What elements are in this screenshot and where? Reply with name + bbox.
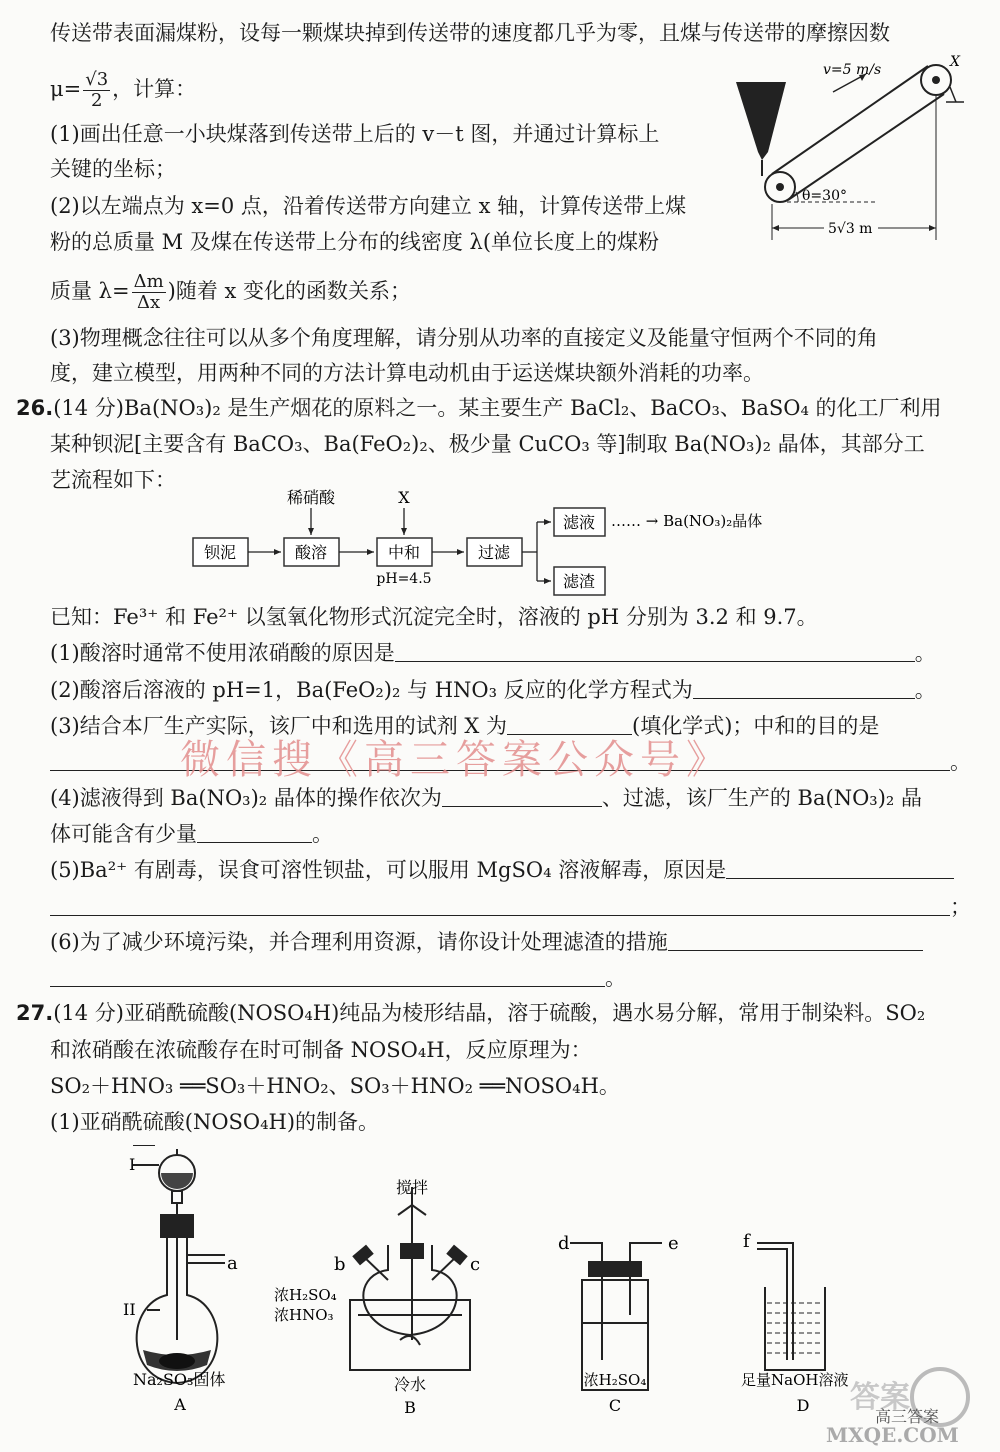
label-B: B [404,1398,416,1417]
q25-part1b: 关键的坐标； [50,157,176,181]
q25-line1: 传送带表面漏煤粉，设每一颗煤块掉到传送带的速度都几乎为零，且煤与传送带的摩擦因数 [50,21,890,45]
answer-blank-5a[interactable] [726,856,954,879]
answer-blank-6a[interactable] [668,928,923,951]
label-f: f [743,1231,750,1252]
label-b: b [334,1254,346,1275]
label-na2so3: Na₂SO₃固体 [133,1370,226,1389]
label-d: d [558,1233,570,1254]
answer-blank-1[interactable] [395,639,915,662]
process-flowchart [185,488,825,600]
apparatus-b [270,1175,510,1420]
flow-label-x: X [398,488,410,507]
q27-part1: (1)亚硝酰硫酸(NOSO₄H)的制备。 [50,1110,380,1134]
q25-mu-line: μ= $\frac{√3}{2}$ ，计算： [50,69,197,111]
label-stir: 搅拌 [395,1178,429,1197]
label-C: C [608,1396,622,1415]
q25-part2a: (2)以左端点为 x=0 点，沿着传送带方向建立 x 轴，计算传送带上煤 [50,194,687,218]
label-a: a [227,1253,238,1274]
flow-box-filtrate: 滤液 [562,513,596,532]
q26-sub4: (4)滤液得到 Ba(NO₃)₂ 晶体的操作依次为 、过滤，该厂生产的 Ba(NO₃)₂ 晶 [50,786,922,810]
apparatus-c [550,1225,700,1420]
q25-part3b: 度，建立模型，用两种不同的方法计算电动机由于运送煤块额外消耗的功率。 [50,361,764,385]
site-logo [820,1362,995,1447]
q25-part1a: (1)画出任意一小块煤落到传送带上后的 v－t 图，并通过计算标上 [50,122,660,146]
q26-line2: 某种钡泥[主要含有 BaCO₃、Ba(FeO₂)₂、极少量 CuCO₃ 等]制取 Ba(NO₃)₂ 晶体，其部分工 [50,432,925,456]
answer-blank-6b[interactable] [50,964,605,987]
flow-label-acid: 稀硝酸 [286,488,336,507]
apparatus-a [115,1145,255,1420]
label-c-h2so4: 浓H₂SO₄ [583,1371,647,1389]
label-c: c [470,1254,481,1275]
q25-part3a: (3)物理概念往往可以从多个角度理解，请分别从功率的直接定义及能量守恒两个不同的角 [50,326,878,350]
label-conc-hno3: 浓HNO₃ [274,1306,334,1324]
label-II: II [123,1300,136,1319]
q27-reaction: SO₂＋HNO₃ ══SO₃＋HNO₂、SO₃＋HNO₂ ══NOSO₄H。 [50,1074,620,1098]
mu-fraction: $\frac{√3}{2}$ [85,69,109,111]
conveyor-figure [728,52,973,247]
length-label: 5√3 m [828,221,873,237]
q26-sub2: (2)酸溶后溶液的 pH=1，Ba(FeO₂)₂ 与 HNO₃ 反应的化学方程式为 。 [50,678,936,702]
q26-sub3-continue: 。 [50,748,971,776]
label-naoh: 足量NaOH溶液 [741,1371,849,1389]
q25-part2c: 质量 λ= $\frac{\Delta m}{\Delta x}$ )随着 x 变化的函数关系； [50,271,412,313]
answer-blank-4a[interactable] [442,784,602,807]
flow-box-acid-dissolve: 酸溶 [294,543,328,562]
q26-sub4-continue: 体可能含有少量 。 [50,822,333,846]
q26-sub3: (3)结合本厂生产实际，该厂中和选用的试剂 X 为 (填化学式)；中和的目的是 [50,714,880,738]
label-I: I [129,1155,136,1174]
q26-line3: 艺流程如下： [50,468,176,492]
q26-known: 已知：Fe³⁺ 和 Fe²⁺ 以氢氧化物形式沉淀完全时，溶液的 pH 分别为 3.2 和 9.7。 [50,605,818,629]
q26-sub5: (5)Ba²⁺ 有剧毒，误食可溶性钡盐，可以服用 MgSO₄ 溶液解毒，原因是 [50,856,954,884]
answer-blank-4b[interactable] [197,820,312,843]
flow-product: …… → Ba(NO₃)₂晶体 [611,512,763,530]
q26-line1: 26.(14 分)Ba(NO₃)₂ 是生产烟花的原料之一。某主要生产 BaCl₂、BaCO₃、BaSO₄ 的化工厂利用 [16,396,942,420]
flow-box-residue: 滤渣 [562,572,596,591]
label-cold-water: 冷水 [393,1375,427,1394]
hopper-icon [736,82,786,160]
svg-text:答案: 答案 [850,1380,910,1415]
watermark-text: 微信搜《高三答案公众号》 [180,737,732,783]
answer-blank-5b[interactable] [50,893,950,916]
lambda-fraction: $\frac{\Delta m}{\Delta x}$ [133,271,164,313]
q26-sub5-continue: ； [50,893,971,921]
flow-box-neutralize: 中和 [387,543,421,562]
flow-box-filter: 过滤 [477,543,511,562]
x-axis-label: X [950,54,960,70]
label-conc-h2so4: 浓H₂SO₄ [274,1286,337,1304]
q27-line1: 27.(14 分)亚硝酰硫酸(NOSO₄H)纯品为棱形结晶，溶于硫酸，遇水易分解，常用于制染料。SO₂ [16,1001,926,1025]
svg-text:高三答案: 高三答案 [875,1407,940,1426]
svg-text:MXQE.COM: MXQE.COM [826,1423,959,1447]
answer-blank-2[interactable] [693,676,915,699]
flow-label-ph: pH=4.5 [376,571,432,587]
q26-sub1: (1)酸溶时通常不使用浓硝酸的原因是 。 [50,641,936,665]
q27-line2: 和浓硝酸在浓硫酸存在时可制备 NOSO₄H，反应原理为： [50,1038,592,1062]
label-D: D [796,1396,810,1415]
angle-label: θ=30° [802,188,847,204]
q26-sub6-continue: 。 [50,964,626,992]
flow-box-bamud: 钡泥 [203,543,237,562]
label-e: e [668,1233,679,1254]
q26-sub6: (6)为了减少环境污染，并合理利用资源，请你设计处理滤渣的措施 [50,928,923,956]
label-A: A [174,1395,186,1414]
q25-part2b: 粉的总质量 M 及煤在传送带上分布的线密度 λ(单位长度上的煤粉 [50,230,660,254]
velocity-label: v=5 m/s [823,62,882,78]
